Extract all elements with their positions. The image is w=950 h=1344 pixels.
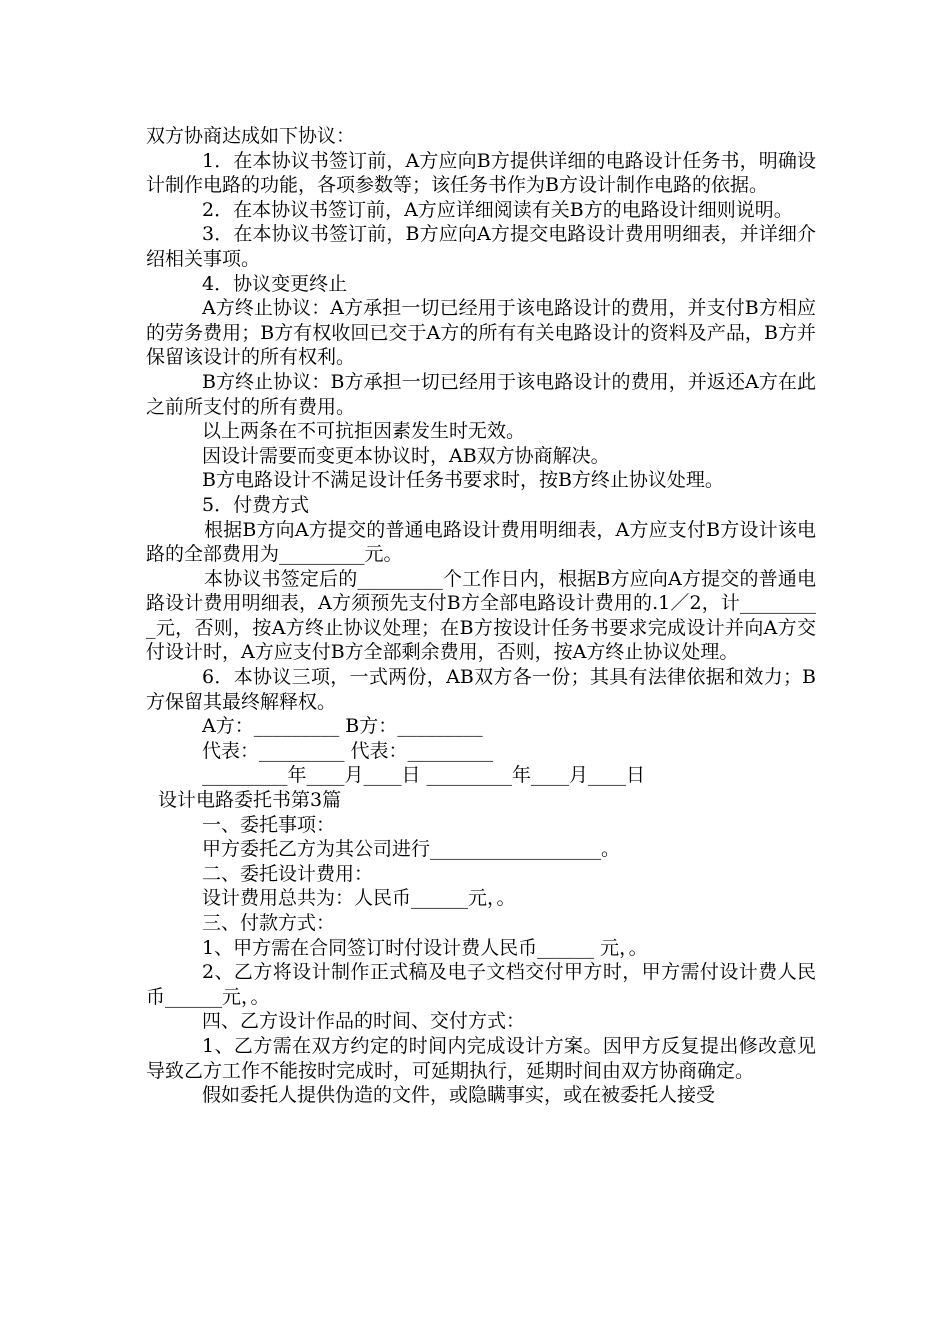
paragraph-agreement-change: 因设计需要而变更本协议时，AB双方协商解决。 [202,444,610,467]
paragraph-clause-1: 1．在本协议书签订前，A方应向B方提供详细的电路设计任务书，明确设计制作电路的功能，各项参数等；该任务书作为B方设计制作电路的依据。 [146,149,816,197]
paragraph-a-termination: A方终止协议：A方承担一切已经用于该电路设计的费用，并支付B方相应的劳务费用；B方有权收回已交于A方的所有有关电路设计的资料及产品，B方并保留该设计的所有权利。 [146,297,816,369]
section-title: 设计电路委托书第3篇 [158,789,342,812]
paragraph-payment-1: 1、甲方需在合同签订时付设计费人民币______ 元，。 [202,936,648,959]
heading-delivery: 四、乙方设计作品的时间、交付方式： [202,1010,526,1033]
paragraph-clause-5-heading: 5．付费方式 [202,493,310,516]
paragraph-entrusted-matters: 甲方委托乙方为其公司进行__________________。 [202,838,621,861]
paragraph-payment-schedule: 本协议书签定后的_________个工作日内，根据B方应向A方提交的普通电路设计费用明细表，A方须预先支付B方全部电路设计费用的.1／2，计_________元，否则，按A方终止协议处理；在B方按设计任务书要求完成设计并向A方交付设计时，A方应支付B方全部剩余费用，否则，按A方终止协议处理。 [146,567,816,664]
paragraph-clause-4-heading: 4．协议变更终止 [202,272,348,295]
paragraph-clause-3: 3．在本协议书签订前，B方应向A方提交电路设计费用明细表，并详细介绍相关事项。 [146,223,816,270]
signature-representatives: 代表：_________ 代表：_________ [202,739,494,762]
paragraph-clause-2: 2．在本协议书签订前，A方应详细阅读有关B方的电路设计细则说明。 [202,198,793,221]
paragraph-design-fee: 设计费用总共为：人民币______元，。 [202,887,516,910]
paragraph-payment-2: 2、乙方将设计制作正式稿及电子文档交付甲方时，甲方需付设计费人民币______元，。 [146,961,816,1008]
paragraph-b-termination: B方终止协议：B方承担一切已经用于该电路设计的费用，并返还A方在此之前所支付的所有费用。 [146,370,816,418]
heading-entrusted-matters: 一、委托事项： [202,813,336,836]
paragraph-false-documents: 假如委托人提供伪造的文件，或隐瞒事实，或在被委托人接受 [202,1084,716,1107]
paragraph-delivery-1: 1、乙方需在双方约定的时间内完成设计方案。因甲方反复提出修改意见导致乙方工作不能按时完成时，可延期执行，延期时间由双方协商确定。 [146,1034,816,1082]
paragraph-payment-total: 根据B方向A方提交的普通电路设计费用明细表，A方应支付B方设计该电路的全部费用为_________元。 [146,518,816,566]
paragraph-intro: 双方协商达成如下协议： [146,125,356,147]
paragraph-clause-6: 6．本协议三项，一式两份，AB双方各一份；其具有法律依据和效力；B方保留其最终解释权。 [146,666,816,713]
document-body [146,124,816,1108]
heading-design-fee: 二、委托设计费用： [202,862,374,885]
paragraph-requirement-failure: B方电路设计不满足设计任务书要求时，按B方终止协议处理。 [202,469,724,492]
signature-dates: _________年____月____日 _________年____月____日 [202,764,646,787]
paragraph-force-majeure: 以上两条在不可抗拒因素发生时无效。 [202,420,526,443]
heading-payment-method: 三、付款方式： [202,912,336,934]
signature-parties: A方：_________ B方：_________ [202,715,483,738]
